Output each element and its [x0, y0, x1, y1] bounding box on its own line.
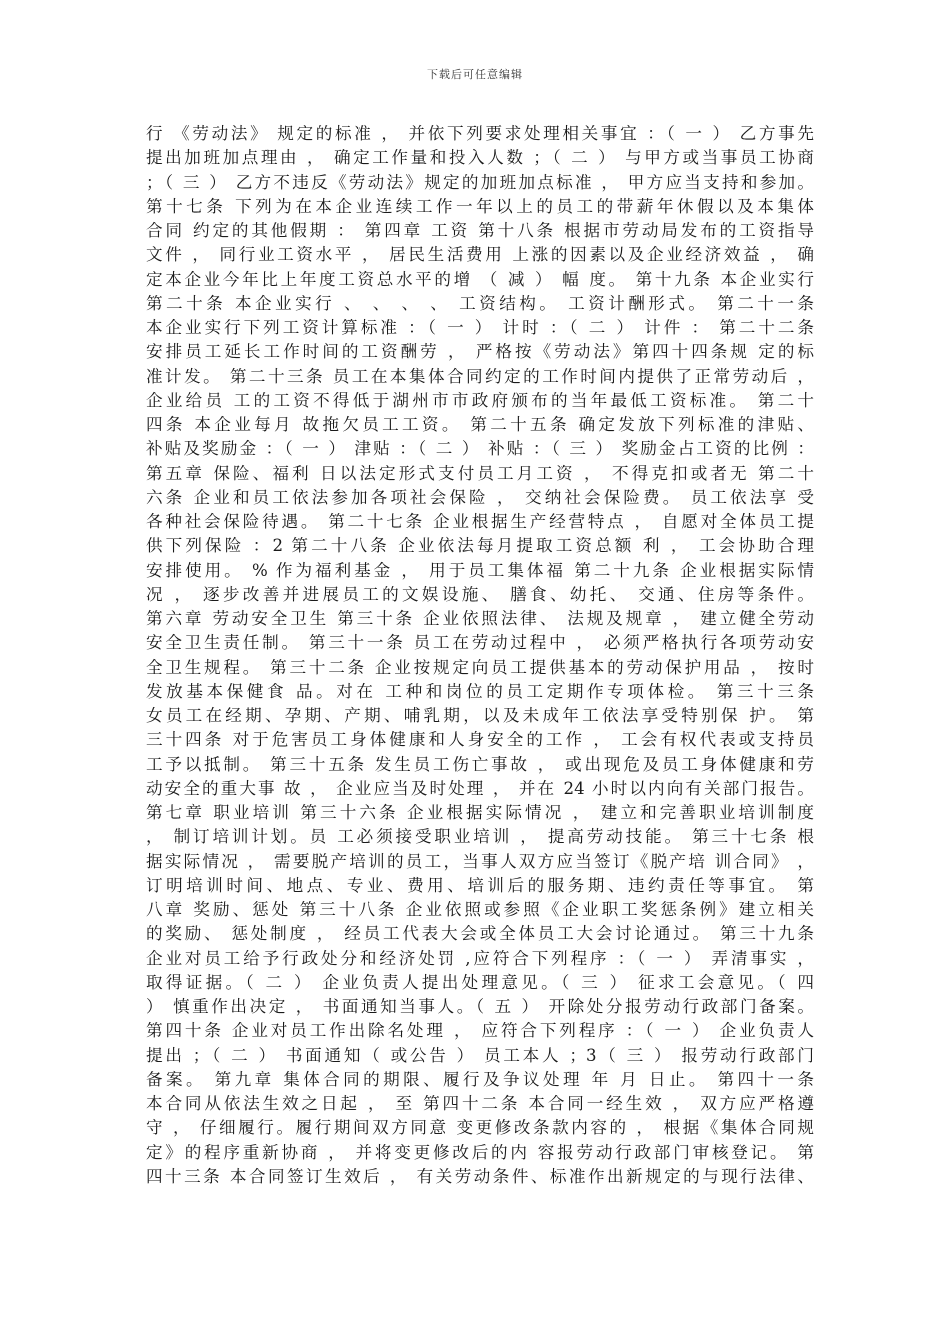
text-line: 六条 企业和员工依法参加各项社会保险 ， 交纳社会保险费。 员工依法享 受 — [146, 487, 814, 507]
text-line: 定》的程序重新协商 ， 并将变更修改后的内 容报劳动行政部门审核登记。 第 — [146, 1142, 814, 1162]
text-line: 安排使用。 % 作为福利基金 ， 用于员工集体福 第二十九条 企业根据实际情 — [146, 560, 814, 580]
text-line: 合同 约定的其他假期 ： 第四章 工资 第十八条 根据市劳动局发布的工资指导 — [146, 221, 814, 240]
text-line: 的奖励、 惩处制度 ， 经员工代表大会或全体员工大会讨论通过。 第三十九条 — [146, 924, 814, 944]
text-line: 订明培训时间、地点、专业、费用、培训后的服务期、违约责任等事宜。 第 — [146, 875, 814, 895]
text-line: 守 ， 仔细履行。履行期间双方同意 变更修改条款内容的 ， 根据《集体合同规 — [146, 1118, 814, 1138]
text-line: 第二十条 本企业实行 、 、 、 、 工资结构。 工资计酬形式。 第二十一条 — [146, 293, 814, 313]
text-line: 安全卫生责任制。 第三十一条 员工在劳动过程中 ， 必须严格执行各项劳动安 — [146, 633, 814, 653]
text-line: 女员工在经期、孕期、产期、哺乳期，以及未成年工依法享受特别保 护。 第 — [146, 706, 814, 725]
text-line: 第五章 保险、福利 日以法定形式支付员工月工资 ， 不得克扣或者无 第二十 — [146, 463, 814, 483]
text-line: 取得证据。（ 二 ） 企业负责人提出处理意见。（ 三 ） 征求工会意见。（ 四 — [146, 972, 814, 992]
text-line: 全卫生规程。 第三十二条 企业按规定向员工提供基本的劳动保护用品 ， 按时 — [146, 657, 814, 677]
text-line: 第十七条 下列为在本企业连续工作一年以上的员工的带薪年休假以及本集体 — [146, 196, 814, 216]
text-line: 补贴及奖励金 ：（ 一 ） 津贴 ：（ 二 ） 补贴 ：（ 三 ） 奖励金占工资的比例 ： — [146, 439, 814, 459]
text-line: 定本企业今年比上年度工资总水平的增 （ 减 ） 幅 度。 第十九条 本企业实行 — [146, 269, 814, 289]
text-line: 供下列保险 ：2 第二十八条 企业依法每月提取工资总额 利 ， 工会协助合理 — [146, 536, 814, 556]
text-line: 八章 奖励、惩处 第三十八条 企业依照或参照《企业职工奖惩条例》建立相关 — [146, 900, 814, 919]
text-line: 动安全的重大事 故 ， 企业应当及时处理 ， 并在 24 小时以内向有关部门报告。 — [146, 778, 814, 798]
text-line: 四十三条 本合同签订生效后 ， 有关劳动条件、标准作出新规定的与现行法律、 — [146, 1166, 814, 1186]
text-line: 备案。 第九章 集体合同的期限、履行及争议处理 年 月 日止。 第四十一条 — [146, 1069, 814, 1089]
text-line: 据实际情况 ， 需要脱产培训的员工，当事人双方应当签订《脱产培 训合同》 ， — [146, 851, 814, 871]
text-line: 第六章 劳动安全卫生 第三十条 企业依照法律、 法规及规章 ， 建立健全劳动 — [146, 609, 814, 628]
text-line: 提出 ；（ 二 ） 书面通知（ 或公告 ） 员工本人 ；3（ 三 ） 报劳动行政部门 — [146, 1045, 814, 1065]
text-line: ， 制订培训计划。员 工必须接受职业培训 ， 提高劳动技能。 第三十七条 根 — [146, 827, 814, 847]
text-line: 行 《劳动法》 规定的标准 ， 并依下列要求处理相关事宜 ：（ 一 ） 乙方事先 — [146, 124, 814, 143]
text-line: 准计发。 第二十三条 员工在本集体合同约定的工作时间内提供了正常劳动后 ， — [146, 366, 814, 386]
text-line: 企业给员 工的工资不得低于湖州市市政府颁布的当年最低工资标准。 第二十 — [146, 390, 814, 410]
text-line: 工予以抵制。 第三十五条 发生员工伤亡事故 ， 或出现危及员工身体健康和劳 — [146, 754, 814, 774]
text-line: 发放基本保健食 品。对在 工种和岗位的员工定期作专项体检。 第三十三条 — [146, 681, 814, 701]
text-line: 本合同从依法生效之日起 ， 至 第四十二条 本合同一经生效 ， 双方应严格遵 — [146, 1094, 814, 1113]
text-line: 三十四条 对于危害员工身体健康和人身安全的工作 ， 工会有权代表或支持员 — [146, 730, 814, 750]
text-line: ；（ 三 ） 乙方不违反《劳动法》规定的加班加点标准 ， 甲方应当支持和参加。 — [146, 172, 814, 192]
text-line: ） 慎重作出决定 ， 书面通知当事人。（ 五 ） 开除处分报劳动行政部门备案。 — [146, 997, 814, 1016]
text-line: 文件 ， 同行业工资水平 ， 居民生活费用 上涨的因素以及企业经济效益 ， 确 — [146, 245, 814, 265]
text-line: 况 ， 逐步改善并进展员工的文娱设施、 膳食、幼托、 交通、住房等条件。 — [146, 584, 814, 604]
text-line: 安排员工延长工作时间的工资酬劳 ， 严格按《劳动法》第四十四条规 定的标 — [146, 342, 814, 362]
text-line: 第四十条 企业对员工作出除名处理 ， 应符合下列程序 ：（ 一 ） 企业负责人 — [146, 1021, 814, 1041]
text-line: 企业对员工给予行政处分和经济处罚 ,应符合下列程序 ：（ 一 ） 弄清事实 ， — [146, 948, 814, 968]
text-line: 提出加班加点理由 ， 确定工作量和投入人数 ；（ 二 ） 与甲方或当事员工协商 — [146, 148, 814, 168]
page-header-note: 下载后可任意编辑 — [427, 68, 523, 81]
document-body — [146, 122, 814, 1189]
text-line: 四条 本企业每月 故拖欠员工工资。 第二十五条 确定发放下列标准的津贴、 — [146, 415, 814, 434]
text-line: 各种社会保险待遇。 第二十七条 企业根据生产经营特点 ， 自愿对全体员工提 — [146, 512, 814, 531]
text-line: 第七章 职业培训 第三十六条 企业根据实际情况 ， 建立和完善职业培训制度 — [146, 803, 814, 822]
text-line: 本企业实行下列工资计算标准 ：（ 一 ） 计时 ：（ 二 ） 计件 ： 第二十二条 — [146, 318, 814, 337]
